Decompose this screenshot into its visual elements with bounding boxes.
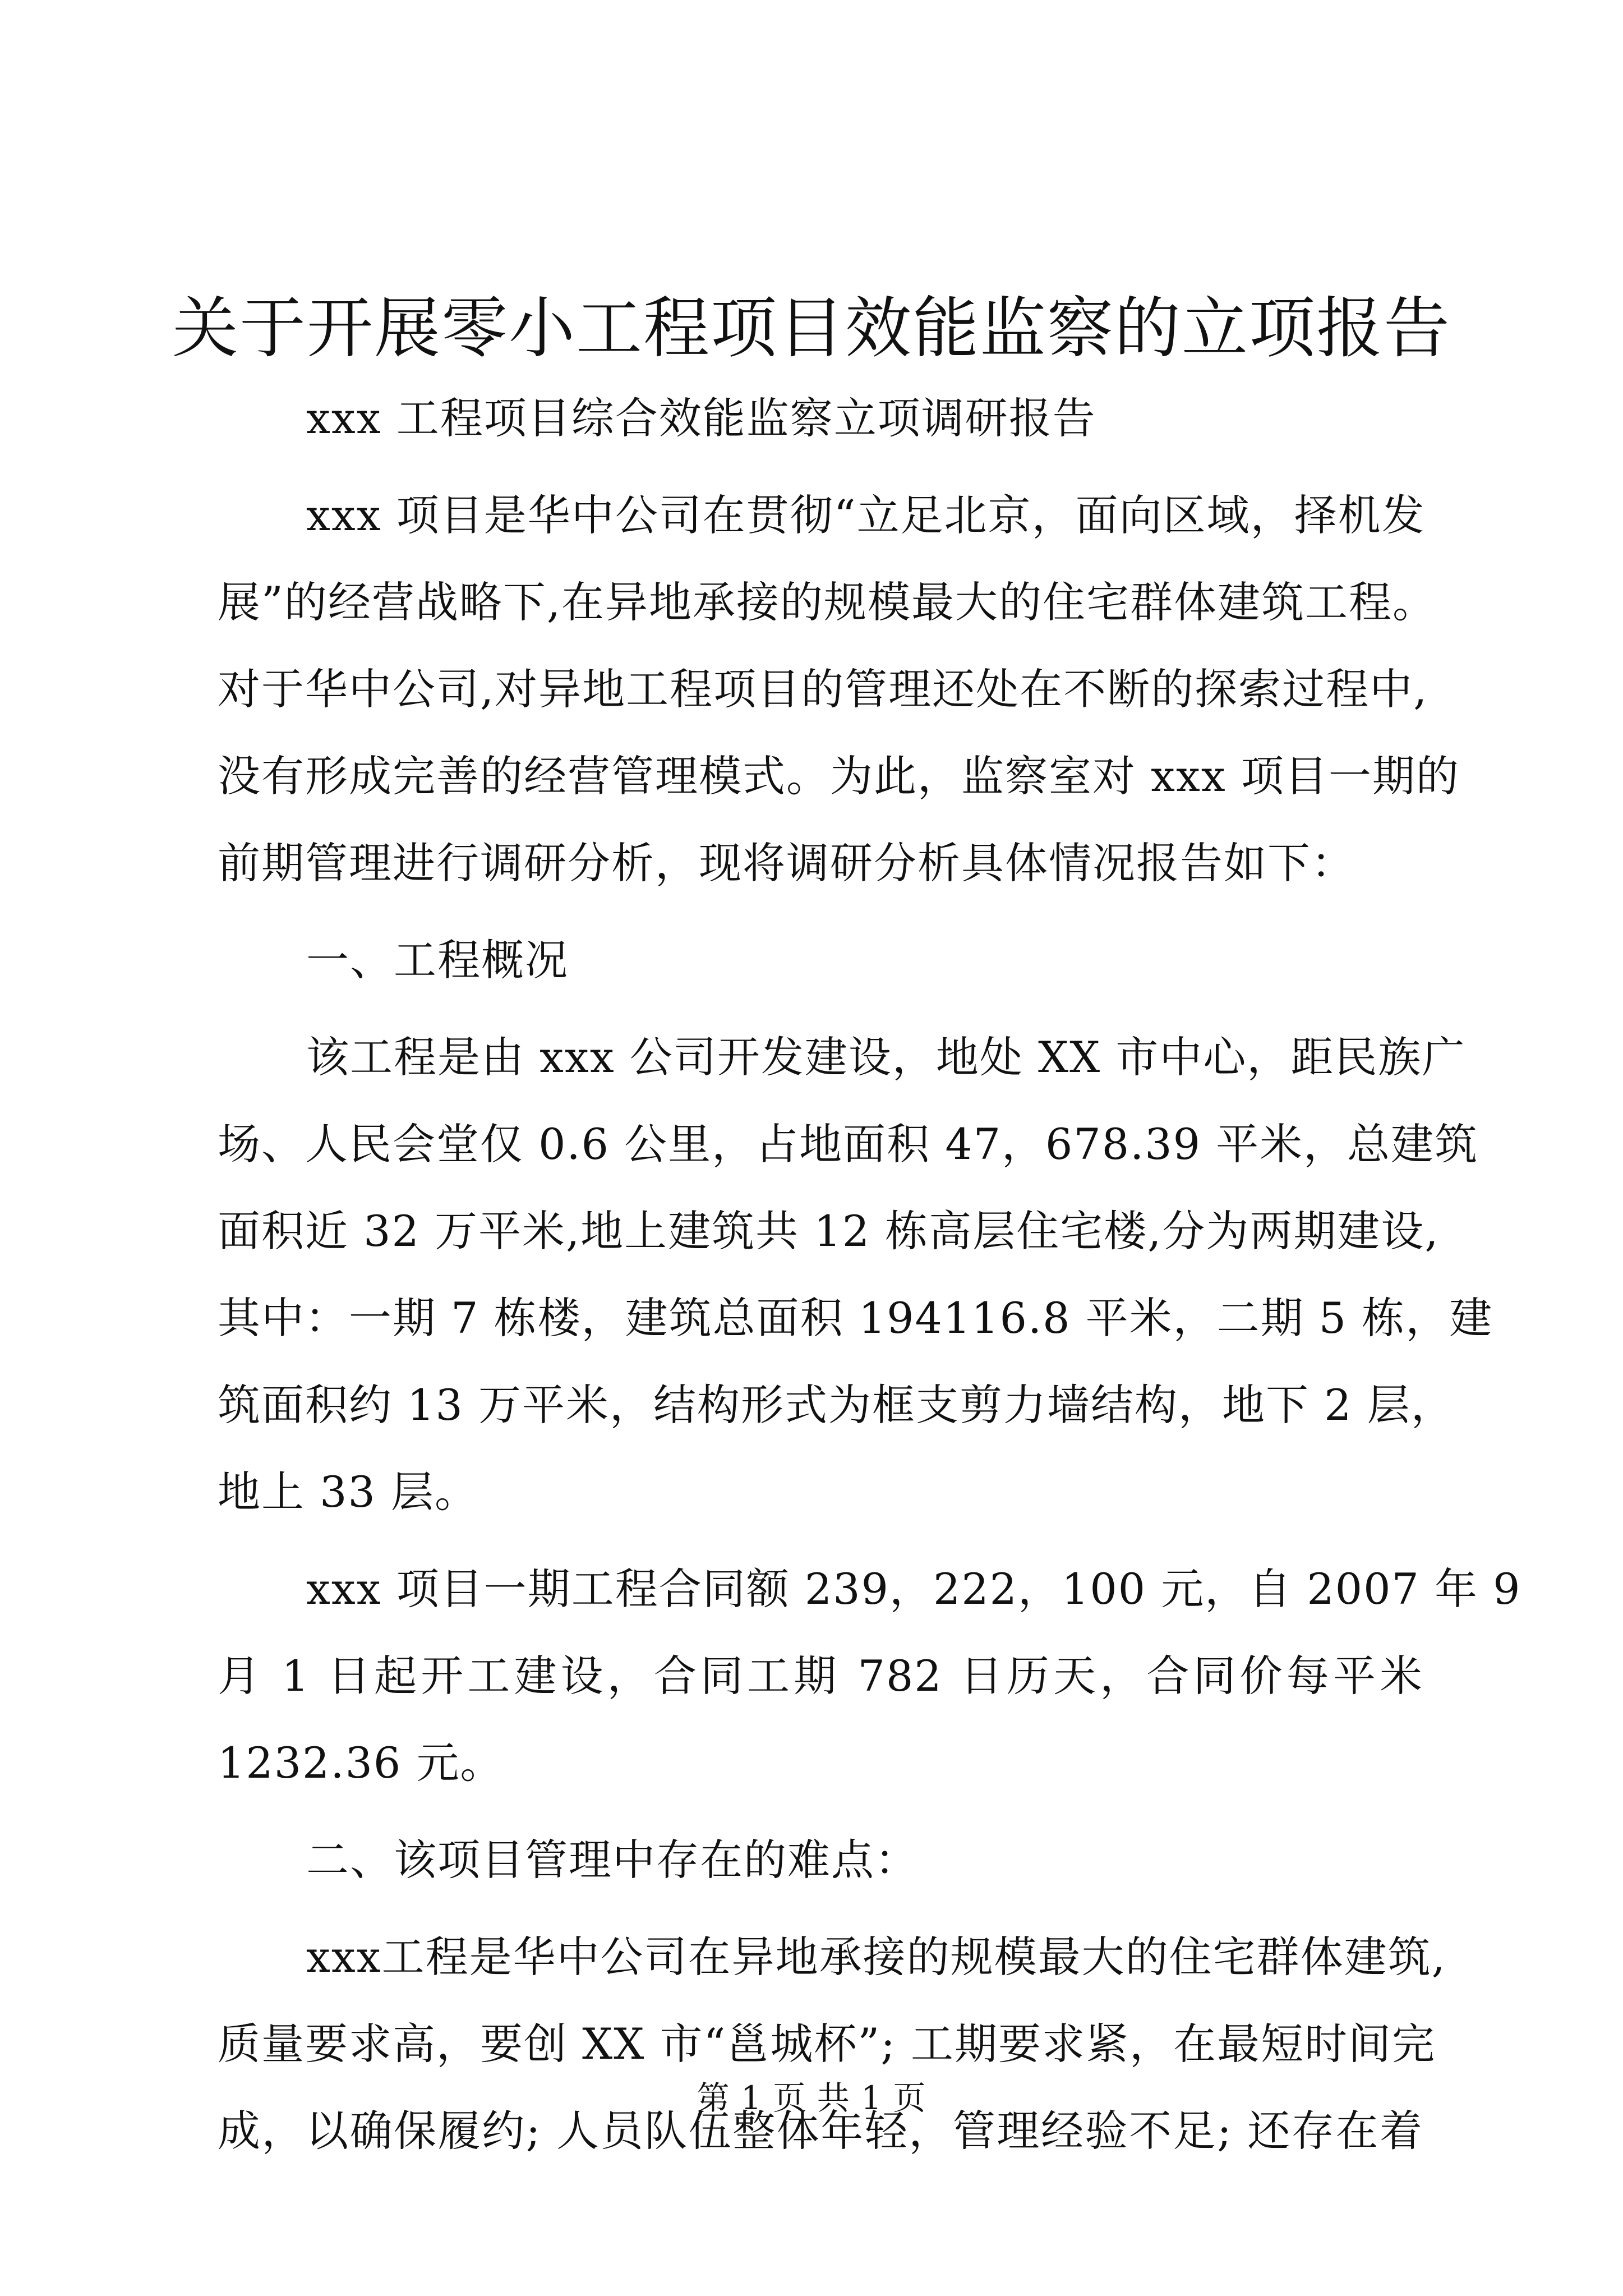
section-1-p1-line-1: 该工程是由 xxx 公司开发建设，地处 XX 市中心，距民族广 — [306, 1032, 1466, 1082]
section-2-p1-line-1: xxx工程是华中公司在异地承接的规模最大的住宅群体建筑, — [306, 1932, 1446, 1982]
intro-line-3: 对于华中公司,对异地工程项目的管理还处在不断的探索过程中, — [218, 664, 1428, 714]
section-1-p1-line-3: 面积近 32 万平米,地上建筑共 12 栋高层住宅楼,分为两期建设, — [218, 1206, 1440, 1256]
page-number-footer: 第 1 页 共 1 页 — [697, 2079, 926, 2117]
section-1-p2-line-1: xxx 项目一期工程合同额 239，222，100 元，自 2007 年 9 — [306, 1564, 1521, 1614]
section-2-p1-line-3: 成，以确保履约; 人员队伍整体年轻，管理经验不足; 还存在着 — [218, 2106, 1423, 2156]
section-1-heading: 一、工程概况 — [306, 935, 569, 985]
section-1-p1-line-2: 场、人民会堂仅 0.6 公里，占地面积 47，678.39 平米，总建筑 — [218, 1119, 1479, 1169]
section-1-p1-line-5: 筑面积约 13 万平米，结构形式为框支剪力墙结构，地下 2 层， — [218, 1380, 1455, 1430]
document-body — [218, 375, 1521, 2174]
intro-line-2: 展”的经营战略下,在异地承接的规模最大的住宅群体建筑工程。 — [218, 577, 1437, 627]
intro-line-4: 没有形成完善的经营管理模式。为此，监察室对 xxx 项目一期的 — [218, 751, 1460, 801]
section-2-p1-line-2: 质量要求高，要创 XX 市“邕城杯”; 工期要求紧，在最短时间完 — [218, 2019, 1436, 2069]
section-1-p1-line-4: 其中：一期 7 栋楼，建筑总面积 194116.8 平米，二期 5 栋，建 — [218, 1293, 1493, 1343]
document-title: 关于开展零小工程项目效能监察的立项报告 — [172, 289, 1451, 367]
section-1-p2-line-3: 1232.36 元。 — [218, 1738, 504, 1788]
intro-line-5: 前期管理进行调研分析，现将调研分析具体情况报告如下： — [218, 838, 1355, 888]
report-subtitle: xxx 工程项目综合效能监察立项调研报告 — [306, 393, 1096, 443]
section-1-p1-line-6: 地上 33 层。 — [218, 1467, 479, 1517]
section-1-p2-line-2: 月 1 日起开工建设，合同工期 782 日历天，合同价每平米 — [218, 1651, 1423, 1701]
section-2-heading: 二、该项目管理中存在的难点： — [306, 1835, 919, 1885]
intro-line-1: xxx 项目是华中公司在贯彻“立足北京，面向区域，择机发 — [306, 490, 1426, 540]
